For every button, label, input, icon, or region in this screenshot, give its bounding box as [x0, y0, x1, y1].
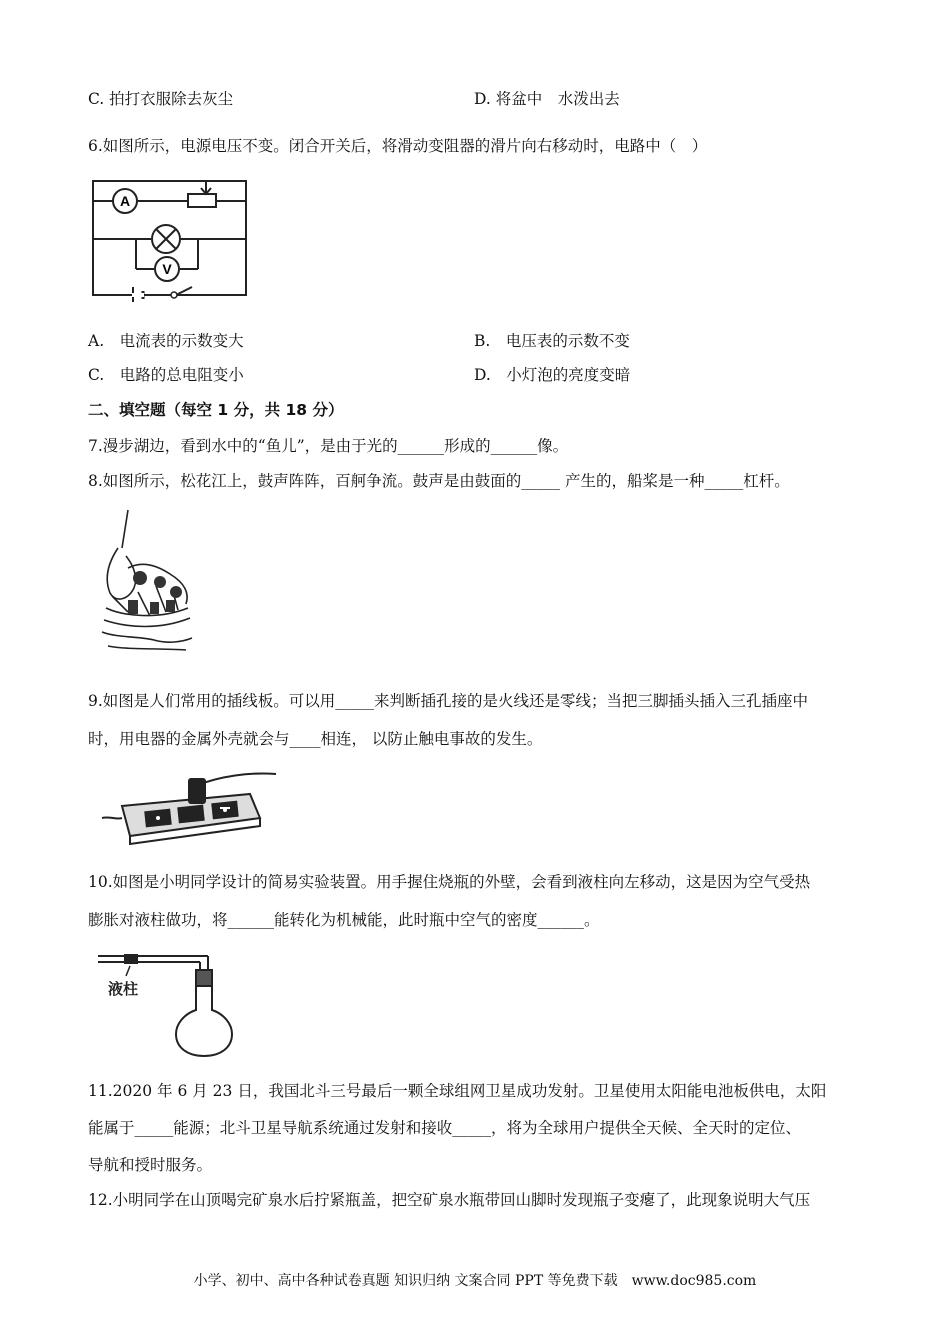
q11-line2: 能属于_____能源；北斗卫星导航系统通过发射和接收_____，将为全球用户提供全天候、全天时的定位、: [88, 1119, 802, 1137]
q6-option-d: D. 小灯泡的亮度变暗: [474, 366, 631, 384]
q5-option-d: D. 将盆中 水泼出去: [474, 90, 620, 108]
liquid-column-label: 液柱: [108, 980, 139, 998]
q6-stem: 6.如图所示，电源电压不变。闭合开关后，将滑动变阻器的滑片向右移动时，电路中（ ）: [88, 137, 708, 155]
q10-line2: 膨胀对液柱做功，将______能转化为机械能，此时瓶中空气的密度______。: [88, 911, 600, 929]
voltmeter-label: V: [162, 261, 172, 277]
q6-circuit-diagram: [88, 175, 252, 302]
ammeter-label: A: [119, 193, 131, 209]
q6-option-b: B. 电压表的示数不变: [474, 332, 630, 350]
q8-text: 8.如图所示，松花江上，鼓声阵阵，百舸争流。鼓声是由鼓面的_____ 产生的，船桨是一种_____杠杆。: [88, 472, 790, 490]
section-heading: 二、填空题（每空 1 分，共 18 分）: [88, 401, 344, 419]
page-footer: 小学、初中、高中各种试卷真题 知识归纳 文案合同 PPT 等免费下载 www.doc985.com: [193, 1273, 757, 1289]
q10-line1: 10.如图是小明同学设计的简易实验装置。用手握住烧瓶的外壁，会看到液柱向左移动，这是因为空气受热: [88, 873, 811, 891]
q7-text: 7.漫步湖边，看到水中的“鱼儿”，是由于光的______形成的______像。: [88, 437, 569, 455]
q11-line1: 11.2020 年 6 月 23 日，我国北斗三号最后一颗全球组网卫星成功发射。卫星使用太阳能电池板供电，太阳: [88, 1082, 827, 1100]
q12-line1: 12.小明同学在山顶喝完矿泉水后拧紧瓶盖，把空矿泉水瓶带回山脚时发现瓶子变瘪了，此现象说明大气压: [88, 1191, 811, 1209]
q9-line2: 时，用电器的金属外壳就会与____相连， 以防止触电事故的发生。: [88, 730, 543, 748]
q6-option-a: A. 电流表的示数变大: [88, 332, 244, 350]
q6-option-c: C. 电路的总电阻变小: [88, 366, 244, 384]
flask-apparatus: [96, 948, 236, 1060]
q11-line3: 导航和授时服务。: [88, 1156, 213, 1174]
dragon-boat-illustration: [98, 508, 196, 653]
q9-line1: 9.如图是人们常用的插线板。可以用_____来判断插孔接的是火线还是零线；当把三脚插头插入三孔插座中: [88, 692, 809, 710]
q5-option-c: C. 拍打衣服除去灰尘: [88, 90, 234, 108]
power-strip-illustration: [100, 766, 280, 848]
